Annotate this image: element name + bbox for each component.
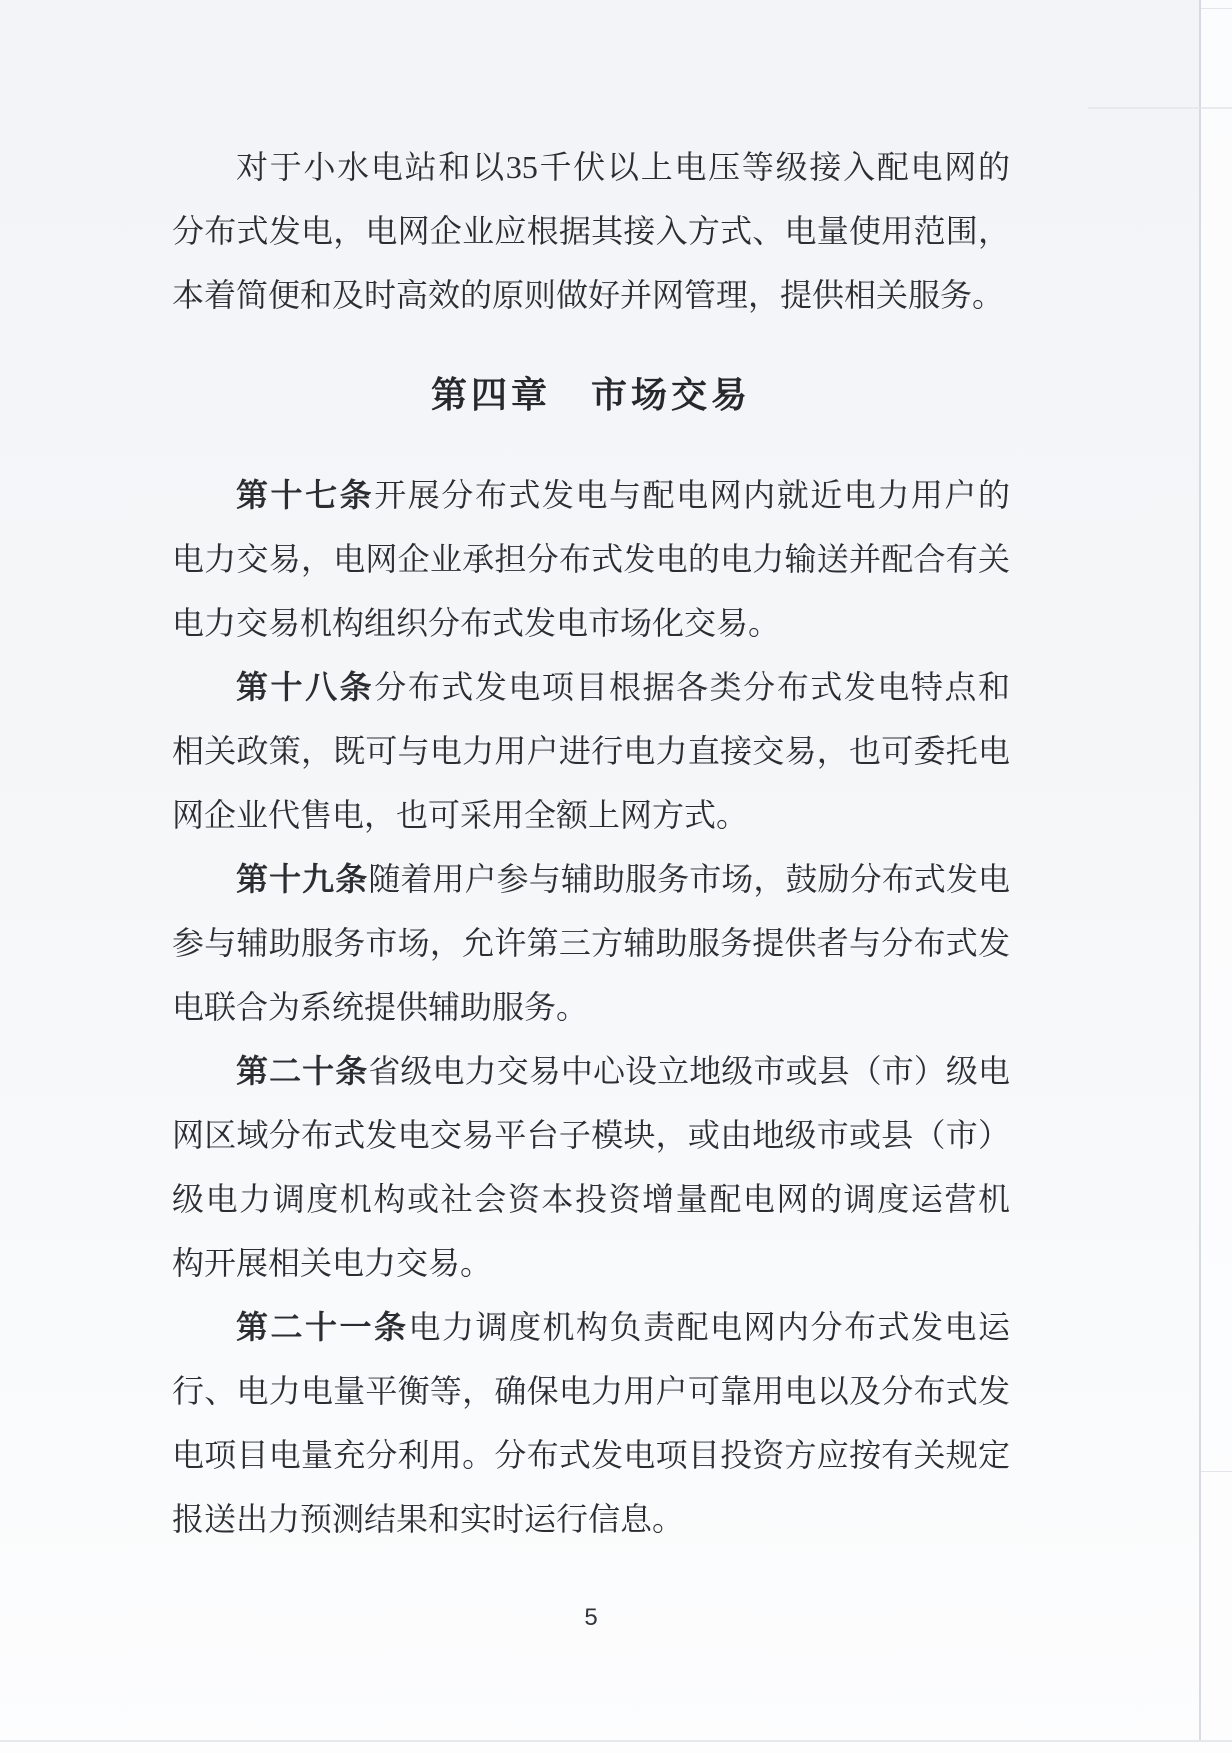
scan-artifact-line-top <box>1201 8 1232 9</box>
text-line: 第十九条随着用户参与辅助服务市场，鼓励分布式发电 <box>236 861 1010 897</box>
text-line: 网区域分布式发电交易平台子模块，或由地级市或县（市） <box>172 1117 1010 1153</box>
text-line: 对于小水电站和以35千伏以上电压等级接入配电网的 <box>236 149 1010 185</box>
article-21 <box>172 1295 1010 1551</box>
text-line: 第十八条分布式发电项目根据各类分布式发电特点和 <box>236 669 1010 705</box>
text-line: 第十七条开展分布式发电与配电网内就近电力用户的 <box>236 477 1010 513</box>
intro-paragraph <box>172 135 1010 327</box>
chapter-heading: 第四章 市场交易 <box>430 374 751 415</box>
text-line: 网企业代售电，也可采用全额上网方式。 <box>172 797 749 833</box>
text-line: 第二十一条电力调度机构负责配电网内分布式发电运 <box>236 1309 1010 1345</box>
article-20 <box>172 1039 1010 1295</box>
scan-right-margin-strip <box>1201 0 1232 1753</box>
article-number: 第十七条 <box>236 477 375 513</box>
article-19 <box>172 847 1010 1039</box>
text-line: 构开展相关电力交易。 <box>172 1245 493 1281</box>
article-number: 第二十一条 <box>236 1309 409 1345</box>
article-number: 第十九条 <box>236 861 369 897</box>
scan-page-edge-bottom-line <box>0 1740 1232 1742</box>
scan-artifact-line-upper <box>1088 107 1232 109</box>
text-line: 分布式发电，电网企业应根据其接入方式、电量使用范围， <box>172 213 1010 249</box>
text-line: 电项目电量充分利用。分布式发电项目投资方应按有关规定 <box>172 1437 1010 1473</box>
text-line: 电力交易机构组织分布式发电市场化交易。 <box>172 605 781 641</box>
scan-page-edge-vertical-line <box>1199 0 1201 1741</box>
text-line: 行、电力电量平衡等，确保电力用户可靠用电以及分布式发 <box>172 1373 1010 1409</box>
article-17 <box>172 463 1010 655</box>
text-line: 级电力调度机构或社会资本投资增量配电网的调度运营机 <box>172 1181 1010 1217</box>
article-18 <box>172 655 1010 847</box>
page-number: 5 <box>584 1604 598 1631</box>
text-line: 第二十条省级电力交易中心设立地级市或县（市）级电 <box>236 1053 1010 1089</box>
document-body <box>172 0 1010 1551</box>
article-number: 第二十条 <box>236 1053 369 1089</box>
text-line: 参与辅助服务市场，允许第三方辅助服务提供者与分布式发 <box>172 925 1010 961</box>
scan-artifact-line-mid <box>1201 1471 1232 1472</box>
text-line: 本着简便和及时高效的原则做好并网管理，提供相关服务。 <box>172 277 1005 313</box>
text-line: 电力交易，电网企业承担分布式发电的电力输送并配合有关 <box>172 541 1010 577</box>
text-line: 电联合为系统提供辅助服务。 <box>172 989 589 1025</box>
text-line: 报送出力预测结果和实时运行信息。 <box>172 1501 685 1537</box>
text-line: 相关政策，既可与电力用户进行电力直接交易，也可委托电 <box>172 733 1010 769</box>
article-number: 第十八条 <box>236 669 375 705</box>
